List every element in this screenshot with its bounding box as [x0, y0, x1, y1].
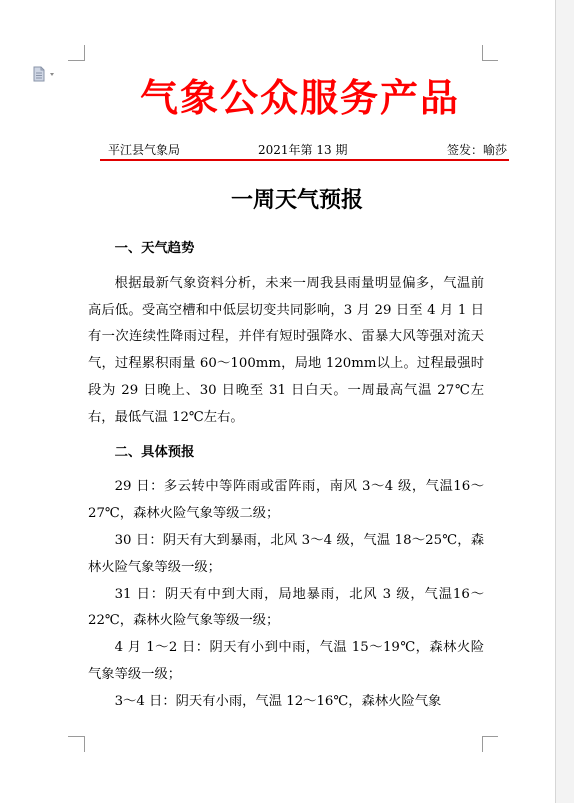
- forecast-item: 31 日：阴天有中到大雨，局地暴雨，北风 3 级，气温16～22℃，森林火险气象等级一级；: [88, 586, 484, 629]
- forecast-item: 29 日：多云转中等阵雨或雷阵雨，南风 3～4 级，气温16～27℃，森林火险气象等级二级；: [88, 479, 484, 522]
- issue-number: 2021年第 13 期: [258, 143, 348, 157]
- issue-meta-row: [108, 141, 507, 159]
- crop-mark-bottom-left-h: [68, 736, 84, 737]
- document-body: [88, 236, 484, 716]
- forecast-item: 3～4 日：阴天有小雨，气温 12～16℃，森林火险气象: [114, 693, 442, 709]
- crop-mark-top-right-h: [482, 60, 498, 61]
- crop-mark-bottom-left-v: [84, 736, 85, 752]
- crop-mark-top-right-v: [482, 45, 483, 61]
- document-title: 气象公众服务产品: [139, 76, 460, 120]
- section-heading-detail: 二、具体预报: [114, 444, 195, 460]
- forecast-item: 4 月 1～2 日：阴天有小到中雨，气温 15～19℃，森林火险气象等级一级；: [88, 640, 484, 682]
- signer-label: 签发：喻莎: [446, 143, 507, 157]
- issuer-label: 平江县气象局: [108, 143, 181, 157]
- forecast-heading: 一周天气预报: [230, 188, 363, 213]
- window-right-gutter: [555, 0, 574, 803]
- forecast-item: 30 日：阴天有大到暴雨，北风 3～4 级，气温 18～25℃，森林火险气象等级一级；: [88, 532, 484, 575]
- section-heading-trend: 一、天气趋势: [114, 241, 195, 256]
- crop-mark-top-left-v: [84, 45, 85, 61]
- crop-mark-top-left-h: [68, 60, 84, 61]
- red-divider-line: [100, 159, 509, 161]
- trend-paragraph: 根据最新气象资料分析，未来一周我县雨量明显偏多，气温前高后低。受高空槽和中低层切变共同影响，3 月 29 日至 4 月 1 日有一次连续性降雨过程，并伴有短时强降水、雷暴大风等强对流天气，过程累积雨量 60～100mm，局地 120mm以上。过程最强时段为 29 日晚上、30 日晚至 31 日白天。一周最高气温 27℃左右，最低气温 12℃左右。: [88, 275, 484, 425]
- crop-mark-bottom-right-v: [482, 736, 483, 752]
- crop-mark-bottom-right-h: [482, 736, 498, 737]
